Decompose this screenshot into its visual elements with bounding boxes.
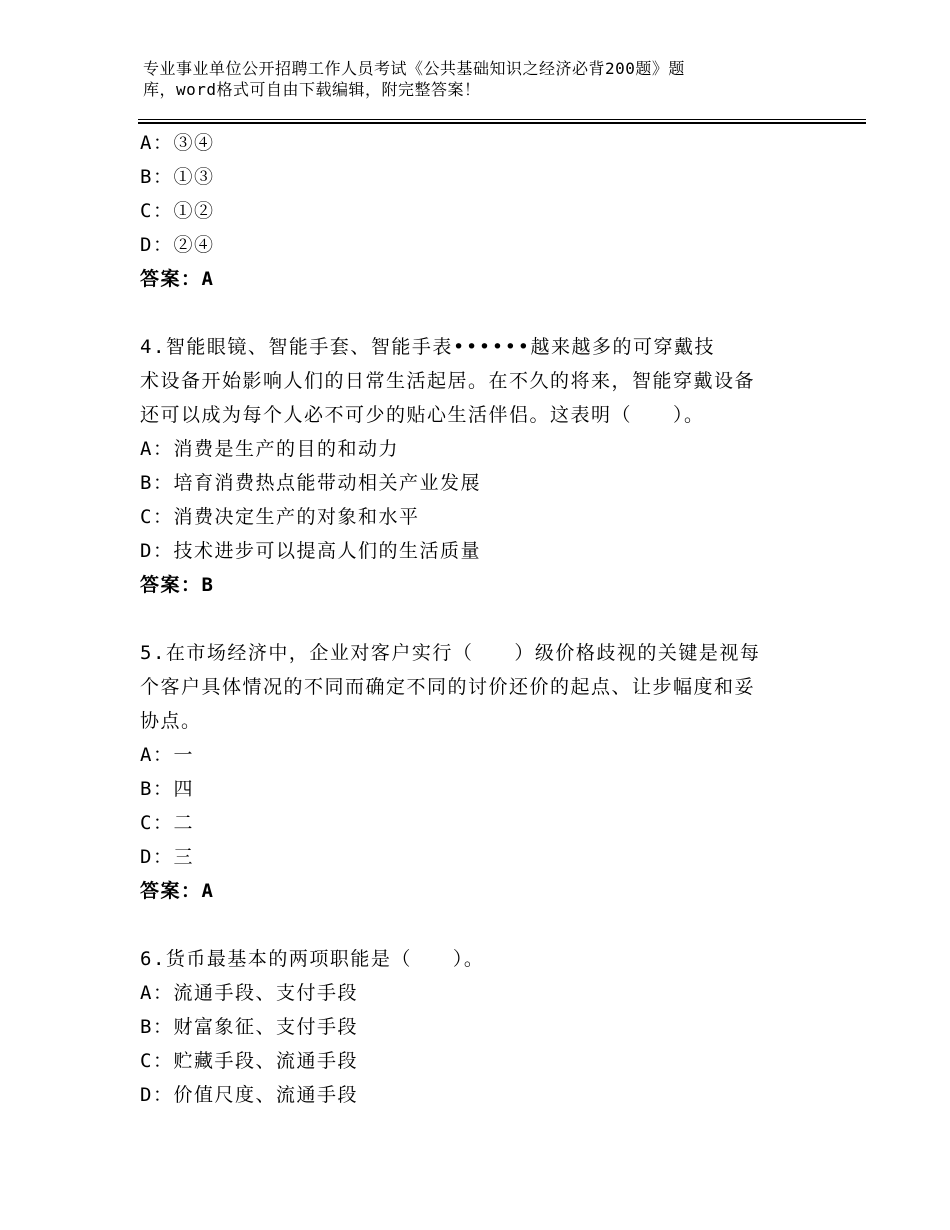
question-text-line: 4.智能眼镜、智能手套、智能手表••••••越来越多的可穿戴技 (140, 336, 716, 358)
header-divider (138, 119, 866, 124)
question-5 (140, 636, 800, 908)
question-text-line: 还可以成为每个人必不可少的贴心生活伴侣。这表明（ ）。 (140, 404, 705, 426)
option-d: D：三 (140, 846, 194, 868)
question-3 (140, 126, 800, 296)
option-b: B：四 (140, 778, 194, 800)
question-6 (140, 942, 800, 1112)
option-a: A：③④ (140, 132, 215, 154)
question-text-line: 5.在市场经济中，企业对客户实行（ ）级价格歧视的关键是视每 (140, 642, 761, 664)
option-a: A：消费是生产的目的和动力 (140, 438, 399, 460)
option-b: B：培育消费热点能带动相关产业发展 (140, 472, 481, 494)
option-a: A：一 (140, 744, 194, 766)
option-c: C：二 (140, 812, 194, 834)
question-4 (140, 330, 800, 602)
option-d: D：②④ (140, 234, 215, 256)
option-b: B：①③ (140, 166, 215, 188)
question-text-line: 6.货币最基本的两项职能是（ ）。 (140, 948, 485, 970)
question-content (140, 126, 800, 1112)
option-a: A：流通手段、支付手段 (140, 982, 358, 1004)
option-d: D：技术进步可以提高人们的生活质量 (140, 540, 481, 562)
question-text-line: 协点。 (140, 710, 202, 732)
option-d: D：价值尺度、流通手段 (140, 1084, 358, 1106)
option-b: B：财富象征、支付手段 (140, 1016, 358, 1038)
option-c: C：消费决定生产的对象和水平 (140, 506, 420, 528)
header-line-1: 专业事业单位公开招聘工作人员考试《公共基础知识之经济必背200题》题 (143, 59, 685, 78)
question-text-line: 术设备开始影响人们的日常生活起居。在不久的将来，智能穿戴设备 (140, 370, 756, 392)
document-header (143, 58, 793, 100)
header-line-2: 库，word格式可自由下载编辑，附完整答案！ (143, 80, 481, 99)
option-c: C：①② (140, 200, 215, 222)
answer: 答案：B (140, 574, 215, 596)
question-text-line: 个客户具体情况的不同而确定不同的讨价还价的起点、让步幅度和妥 (140, 676, 756, 698)
option-c: C：贮藏手段、流通手段 (140, 1050, 358, 1072)
answer: 答案：A (140, 880, 215, 902)
answer: 答案：A (140, 268, 215, 290)
